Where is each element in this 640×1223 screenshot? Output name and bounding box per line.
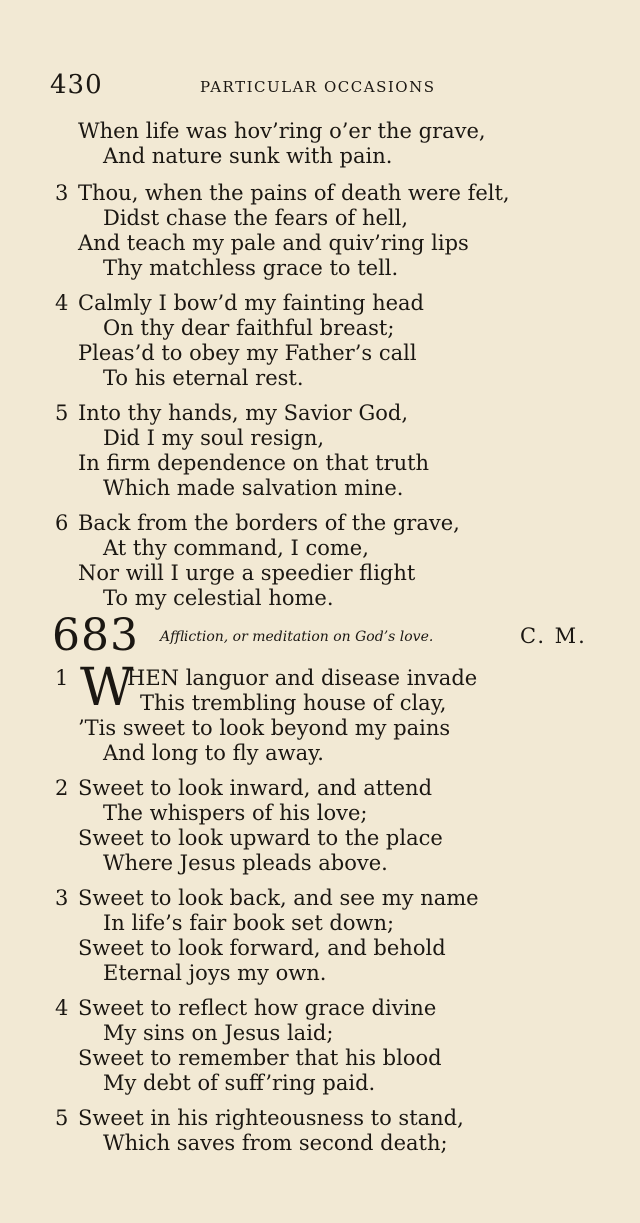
page-header bbox=[50, 70, 610, 110]
verse-line: Did I my soul resign, bbox=[103, 426, 325, 450]
verse-line: Which saves from second death; bbox=[103, 1131, 448, 1155]
verse-line: At thy command, I come, bbox=[103, 536, 369, 560]
verse-line: Sweet to reflect how grace divine bbox=[78, 996, 437, 1020]
verse-line: In firm dependence on that truth bbox=[78, 451, 430, 475]
verse-line: Thy matchless grace to tell. bbox=[103, 256, 399, 280]
verse-line: Sweet in his righteousness to stand, bbox=[78, 1106, 464, 1130]
verse-line: And nature sunk with pain. bbox=[103, 144, 393, 168]
stanza-number: 5 bbox=[55, 401, 69, 425]
verse-line: And long to fly away. bbox=[103, 741, 324, 765]
verse-line: On thy dear faithful breast; bbox=[103, 316, 395, 340]
verse-line: Nor will I urge a speedier flight bbox=[78, 561, 416, 585]
stanza-number: 2 bbox=[55, 776, 69, 800]
hymn-number: 683 bbox=[52, 610, 139, 661]
verse-line: Sweet to look upward to the place bbox=[78, 826, 443, 850]
verse-line: Sweet to look forward, and behold bbox=[78, 936, 446, 960]
page-number: 430 bbox=[50, 70, 103, 100]
stanza-number: 1 bbox=[55, 666, 69, 690]
verse-line: Where Jesus pleads above. bbox=[103, 851, 388, 875]
stanza-number: 4 bbox=[55, 291, 69, 315]
running-head: PARTICULAR OCCASIONS bbox=[200, 78, 436, 96]
verse-line: ’Tis sweet to look beyond my pains bbox=[78, 716, 451, 740]
verse-line: Which made salvation mine. bbox=[103, 476, 404, 500]
drop-cap: W bbox=[80, 658, 134, 718]
verse-line: My sins on Jesus laid; bbox=[103, 1021, 334, 1045]
verse-line: Calmly I bow’d my fainting head bbox=[78, 291, 424, 315]
verse-line: To my celestial home. bbox=[103, 586, 334, 610]
verse-line: Into thy hands, my Savior God, bbox=[78, 401, 409, 425]
hymn-title: Affliction, or meditation on God’s love. bbox=[160, 629, 434, 645]
verse-line: HEN languor and disease invade bbox=[127, 666, 478, 690]
verse-line: Eternal joys my own. bbox=[103, 961, 327, 985]
verse-line: Sweet to look inward, and attend bbox=[78, 776, 433, 800]
stanza-number: 3 bbox=[55, 181, 69, 205]
verse-line: Pleas’d to obey my Father’s call bbox=[78, 341, 417, 365]
verse-line: Sweet to remember that his blood bbox=[78, 1046, 442, 1070]
verse-line: To his eternal rest. bbox=[103, 366, 304, 390]
verse-line: And teach my pale and quiv’ring lips bbox=[78, 231, 469, 255]
stanza-number: 3 bbox=[55, 886, 69, 910]
hymn-meter: C. M. bbox=[520, 624, 587, 648]
verse-line: My debt of suff’ring paid. bbox=[103, 1071, 376, 1095]
verse-line: Sweet to look back, and see my name bbox=[78, 886, 479, 910]
verse-line: Didst chase the fears of hell, bbox=[103, 206, 409, 230]
verse-line: When life was hov’ring o’er the grave, bbox=[78, 119, 486, 143]
verse-line: Thou, when the pains of death were felt, bbox=[78, 181, 510, 205]
stanza-number: 6 bbox=[55, 511, 69, 535]
verse-line: In life’s fair book set down; bbox=[103, 911, 395, 935]
stanza-number: 4 bbox=[55, 996, 69, 1020]
stanza-number: 5 bbox=[55, 1106, 69, 1130]
verse-line: Back from the borders of the grave, bbox=[78, 511, 460, 535]
verse-line: This trembling house of clay, bbox=[140, 691, 447, 715]
verse-line: The whispers of his love; bbox=[103, 801, 368, 825]
